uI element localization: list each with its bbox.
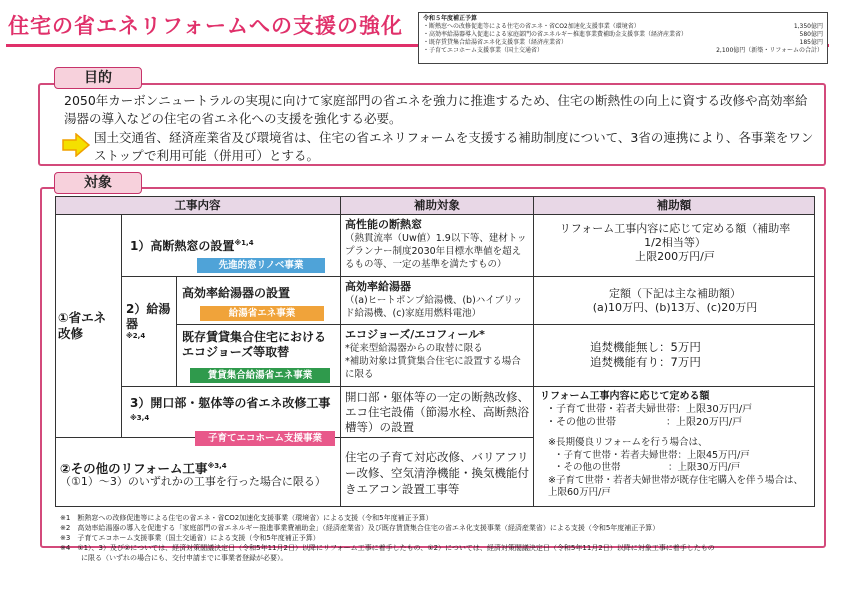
row3-amount-line: ・子育て世帯・若者夫婦世帯：上限30万円/戸: [546, 404, 753, 415]
row2-sup: ※2,4: [126, 332, 146, 340]
target-tag: 対象: [54, 172, 142, 194]
row3-amount-line: ・その他の世帯 ：上限20万円/戸: [546, 417, 743, 428]
row2b-subject-note: *従来型給湯器からの取替に限る: [345, 343, 483, 354]
grid-line: [176, 276, 177, 386]
grid-line: [533, 196, 534, 507]
footnote: ※3 子育てエコホーム支援事業（国土交通省）による支援（令和5年度補正予算）: [60, 534, 320, 542]
group2-label-text: ②その他のリフォーム工事: [60, 461, 208, 477]
row1-amount-cap: 上限200万円/戸: [635, 250, 715, 263]
budget-row: [423, 23, 823, 31]
row1-label-text: 1）高断熱窓の設置: [130, 239, 235, 253]
group1-label: ①省エネ改修: [58, 310, 107, 341]
row1-subject-detail: （熱貫流率（Uw値）1.9以下等、建材トップランナー制度2030年目標水準値を超えるもの等、一定の基準を満たすもの）: [345, 233, 527, 270]
row2a-subject: [345, 280, 529, 320]
budget-label: ・断熱窓への改修促進等による住宅の省エネ・省CO2加速化支援事業（環境省）: [423, 23, 640, 30]
row4-amount: [540, 437, 812, 500]
grid-line: [121, 386, 815, 387]
budget-amount: 185億円: [799, 39, 823, 46]
row2b-amount: [590, 340, 790, 370]
row4-amount-line: ※子育て世帯・若者夫婦世帯が既存住宅購入を伴う場合は、上限60万円/戸: [548, 474, 803, 498]
row2b-amount-reheat: 追焚機能有り：7万円: [590, 355, 701, 369]
header-amount: 補助額: [534, 196, 814, 215]
header-content: 工事内容: [55, 196, 340, 215]
page-title: 住宅の省エネリフォームへの支援の強化: [8, 14, 403, 38]
grid-line: [814, 196, 815, 507]
row4-amount-title: ※長期優良リフォームを行う場合は、: [548, 437, 708, 448]
grid-line: [176, 324, 815, 325]
budget-amount: 580億円: [799, 31, 823, 38]
purpose-tag: 目的: [54, 67, 142, 89]
row3-sup: ※3,4: [130, 414, 150, 422]
row2b-subject: [345, 328, 529, 381]
budget-label: ・高効率給湯器導入促進による家庭部門の省エネルギー推進事業費補助金支援事業（経済産業省）: [423, 31, 688, 38]
group2-note: （①1）～3）のいずれかの工事を行った場合に限る）: [60, 475, 326, 488]
right-arrow-icon: [62, 133, 90, 157]
footnote: ※1 断熱窓への改修促進等による住宅の省エネ・省CO2加速化支援事業（環境省）による支援（令和5年度補正予算）: [60, 514, 433, 522]
row2a-amount: [555, 287, 795, 315]
purpose-collab-text: 国土交通省、経済産業省及び環境省は、住宅の省エネリフォームを支援する補助制度について、3省の連携により、各事業をワンストップで利用可能（併用可）とする。: [94, 130, 814, 163]
row2a-amount-values: (a)10万円、(b)13万、(c)20万円: [592, 301, 758, 314]
row4-amount-line: ・その他の世帯 ：上限30万円/戸: [554, 462, 741, 473]
row4-amount-line: ・子育て世帯・若者夫婦世帯：上限45万円/戸: [554, 449, 750, 461]
header-subject: 補助対象: [341, 196, 533, 215]
row1-subject-title: 高性能の断熱窓: [345, 218, 422, 231]
bar-rental-water-heater: 賃貸集合給湯省エネ事業: [190, 368, 330, 383]
grid-line: [121, 276, 815, 277]
footnote: に限る（いずれの場合にも、交付申請までに事業者登録が必要）。: [60, 554, 288, 562]
budget-row: [423, 47, 823, 55]
row1-sup: ※1,4: [234, 239, 254, 247]
grid-line: [55, 506, 815, 507]
row1-label: [130, 237, 335, 253]
row2a-amount-rule: 定額（下記は主な補助額）: [609, 287, 741, 300]
grid-line: [340, 196, 341, 507]
bar-window-renovation: 先進的窓リノベ事業: [197, 258, 325, 273]
row2a-subject-title: 高効率給湯器: [345, 280, 411, 293]
bar-water-heater: 給湯省エネ事業: [200, 306, 324, 321]
footnote: ※4 ①1）、3）及び②については、経済対策閣議決定日（令和5年11月2日）以降にリフォーム工事に着手したもの、①2）については、経済対策閣議決定日（令和5年11月2日）以降に対象工事に着手したもの: [60, 544, 715, 552]
row3-amount: [540, 390, 810, 429]
row3-label-text: 3）開口部・躯体等の省エネ改修工事: [130, 396, 331, 410]
row1-amount: [555, 222, 795, 264]
row1-subject: [345, 218, 529, 271]
row2a-subject-detail: （(a)ヒートポンプ給湯機、(b)ハイブリッド給湯機、(c)家庭用燃料電池）: [345, 295, 523, 319]
row2b-subject-title: エコジョーズ/エコフィール*: [345, 328, 485, 341]
budget-label: ・既存賃貸集合給湯省エネ化支援事業（経済産業省）: [423, 39, 568, 46]
row4-subject: 住宅の子育て対応改修、バリアフリー改修、空気清浄機能・換気機能付きエアコン設置工事等: [345, 450, 529, 496]
footnote: ※2 高効率給湯器の導入を促進する「家庭部門の省エネルギー推進事業費補助金」（経済産業省）及び既存賃貸集合住宅の省エネ化支援事業（経済産業省）による支援（令和5年度補正予算）: [60, 524, 660, 532]
budget-box: [418, 12, 828, 64]
bar-child-eco-home: 子育てエコホーム支援事業: [195, 431, 335, 446]
row2b-subject-note: *補助対象は賃貸集合住宅に設置する場合に限る: [345, 356, 521, 380]
row2b-amount-no-reheat: 追焚機能無し：5万円: [590, 340, 701, 354]
grid-line: [55, 196, 56, 507]
row2-label-text: 2）給湯器: [126, 302, 171, 331]
budget-heading: 令和５年度補正予算: [423, 15, 478, 22]
grid-line: [55, 196, 815, 197]
row1-amount-rule: リフォーム工事内容に応じて定める額（補助率1/2相当等）: [559, 222, 791, 249]
grid-line: [121, 214, 122, 437]
budget-amount: 2,100億円（新築・リフォームの合計）: [716, 47, 823, 54]
row2a-label: 高効率給湯器の設置: [182, 286, 291, 300]
row3-amount-title: リフォーム工事内容に応じて定める額: [540, 391, 710, 402]
budget-label: ・子育てエコホーム支援事業（国土交通省）: [423, 47, 544, 54]
purpose-text: 2050年カーボンニュートラルの実現に向けて家庭部門の省エネを強力に推進するため、住宅の断熱性の向上に資する改修や高効率給湯器の導入などの住宅の省エネ化への支援を強化する必要。: [64, 93, 808, 126]
row2b-label: 既存賃貸集合住宅におけるエコジョーズ等取替: [182, 330, 327, 359]
row3-label: [130, 396, 335, 429]
row2-label: [126, 302, 176, 341]
budget-amount: 1,350億円: [793, 23, 823, 30]
row3-subject: 開口部・躯体等の一定の断熱改修、エコ住宅設備（節湯水栓、高断熱浴槽等）の設置: [345, 390, 529, 434]
group2-sup: ※3,4: [207, 462, 227, 470]
budget-row: [423, 31, 823, 39]
budget-row: [423, 39, 823, 47]
